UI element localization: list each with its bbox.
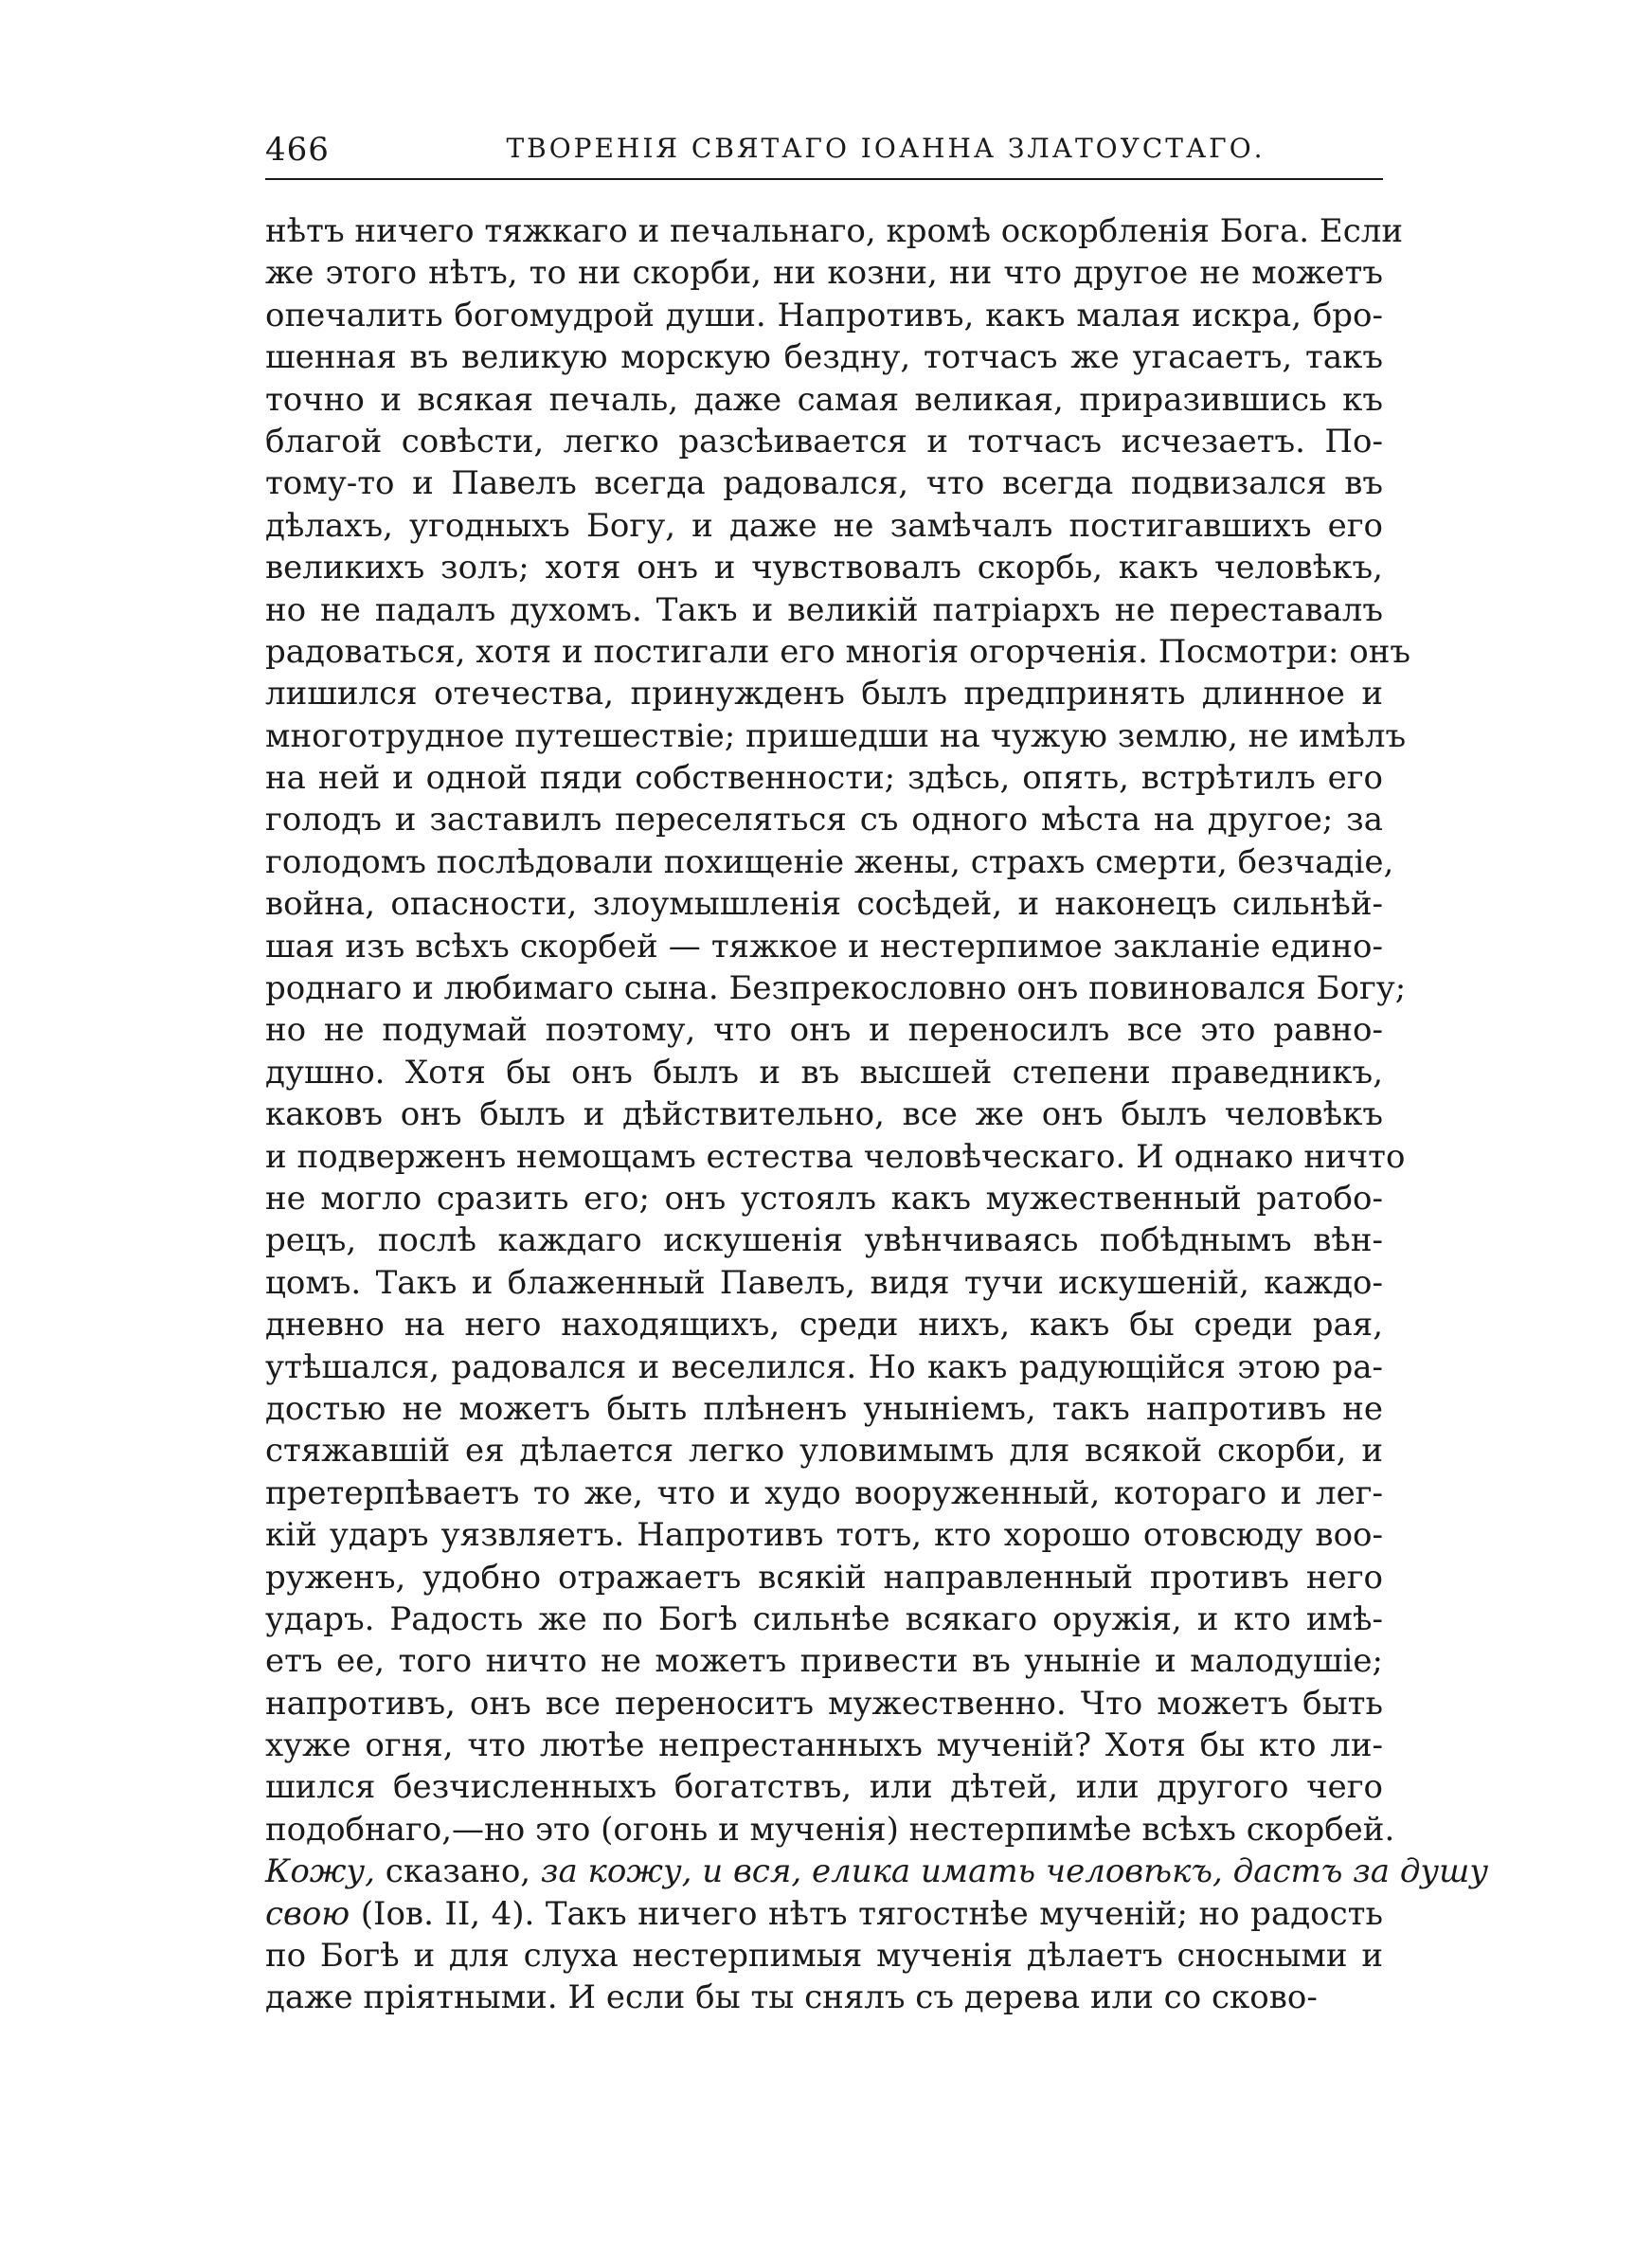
text-line: ударъ. Радость же по Богѣ сильнѣе всякаго оружія, и кто имѣ- [265,1599,1383,1638]
text-line: но не падалъ духомъ. Такъ и великій патріархъ не переставалъ [265,590,1383,629]
text-line: роднаго и любимаго сына. Безпрекословно онъ повиновался Богу; [265,969,1407,1008]
text-line: дневно на него находящихъ, среди нихъ, какъ бы среди рая, [265,1306,1383,1345]
quote-line [265,1851,1489,1892]
text-line: нѣтъ ничего тяжкаго и печальнаго, кромѣ оскорбленія Бога. Если [265,212,1404,250]
text-line: на ней и одной пяди собственности; здѣсь, опять, встрѣтилъ его [265,759,1383,798]
text-line: достью не можетъ быть плѣненъ уныніемъ, такъ напротивъ не [265,1389,1383,1428]
text-line: же этого нѣтъ, то ни скорби, ни козни, ни что другое не можетъ [265,254,1383,293]
quote-italic: Кожу, [265,1852,375,1891]
header-rule [265,178,1383,180]
text-line: великихъ золъ; хотя онъ и чувствовалъ скорбь, какъ человѣкъ, [265,549,1383,587]
text-line: по Богѣ и для слуха нестерпимыя мученія дѣлаетъ сносными и [265,1937,1383,1976]
text-line: шился безчисленныхъ богатствъ, или дѣтей, или другого чего [265,1768,1383,1807]
text-line: руженъ, удобно отражаетъ всякій направленный противъ него [265,1558,1383,1597]
text-line: шая изъ всѣхъ скорбей — тяжкое и нестерпимое закланіе едино- [265,927,1383,966]
text-line: кій ударъ уязвляетъ. Напротивъ тотъ, кто хорошо отовсюду воо- [265,1516,1383,1555]
quote-plain: сказано, [374,1852,541,1891]
quote-plain: (Іов. II, 4). Такъ ничего нѣтъ тягостнѣе мученій; но радость [350,1894,1383,1933]
text-line: душно. Хотя бы онъ былъ и въ высшей степени праведникъ, [265,1053,1383,1092]
text-line: цомъ. Такъ и блаженный Павелъ, видя тучи искушеній, каждо- [265,1263,1383,1302]
text-line: многотрудное путешествіе; пришедши на чужую землю, не имѣлъ [265,716,1407,755]
text-line: стяжавшій ея дѣлается легко уловимымъ для всякой скорби, и [265,1432,1383,1471]
text-line: рецъ, послѣ каждаго искушенія увѣнчиваясь побѣднымъ вѣн- [265,1221,1383,1260]
text-line: голодомъ послѣдовали похищеніе жены, страхъ смерти, безчадіе, [265,842,1394,881]
text-line: радоваться, хотя и постигали его многія огорченія. Посмотри: онъ [265,632,1411,671]
page-header [265,131,1383,180]
quote-italic: свою [265,1894,350,1933]
text-line: тому-то и Павелъ всегда радовался, что всегда подвизался въ [265,464,1383,503]
text-line: благой совѣсти, легко разсѣивается и тотчасъ исчезаетъ. По- [265,422,1383,460]
text-line: точно и всякая печаль, даже самая великая, приразившись къ [265,380,1383,419]
text-line: подобнаго,—но это (огонь и мученія) нестерпимѣе всѣхъ скорбей. [265,1810,1395,1849]
text-line: каковъ онъ былъ и дѣйствительно, все же онъ былъ человѣкъ [265,1095,1383,1134]
text-line: не могло сразить его; онъ устоялъ какъ мужественный ратобо- [265,1179,1383,1218]
page-number: 466 [265,131,330,169]
running-title: ТВОРЕНІЯ СВЯТАГО ІОАННА ЗЛАТОУСТАГО. [506,133,1266,164]
text-line: шенная въ великую морскую бездну, тотчасъ же угасаетъ, такъ [265,338,1383,377]
quote-line [265,1893,1383,1935]
body-text [265,210,1489,2019]
text-line: лишился отечества, принужденъ былъ предпринять длинное и [265,675,1383,713]
text-line: дѣлахъ, угодныхъ Богу, и даже не замѣчалъ постигавшихъ его [265,506,1383,545]
text-line: даже пріятными. И если бы ты снялъ съ дерева или со сково- [265,1978,1318,2017]
text-line: хуже огня, что лютѣе непрестанныхъ мученій? Хотя бы кто ли- [265,1726,1383,1765]
quote-italic: за кожу, и вся, елика имать человѣкъ, дастъ за душу [540,1852,1489,1891]
text-line: напротивъ, онъ все переноситъ мужественно. Что можетъ быть [265,1684,1383,1723]
text-line: утѣшался, радовался и веселился. Но какъ радующійся этою ра- [265,1347,1383,1386]
text-line: но не подумай поэтому, что онъ и переносилъ все это равно- [265,1011,1383,1050]
text-line: голодъ и заставилъ переселяться съ одного мѣста на другое; за [265,801,1383,840]
text-line: и подверженъ немощамъ естества человѣческаго. И однако ничто [265,1137,1406,1176]
text-line: претерпѣваетъ то же, что и худо вооруженный, котораго и лег- [265,1473,1383,1512]
text-line: опечалить богомудрой души. Напротивъ, какъ малая искра, бро- [265,296,1383,334]
text-line: война, опасности, злоумышленія сосѣдей, и наконецъ сильнѣй- [265,885,1383,924]
text-line: етъ ее, того ничто не можетъ привести въ уныніе и малодушіе; [265,1642,1383,1681]
